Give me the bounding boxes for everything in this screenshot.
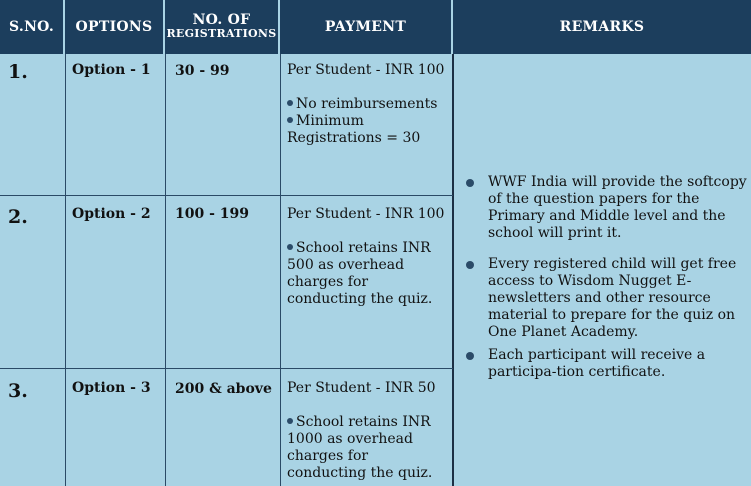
row-3-option: Option - 3 <box>72 380 151 396</box>
remark-item <box>462 347 748 381</box>
row-1-sno: 1. <box>8 61 28 83</box>
remark-text: WWF India will provide the softcopy of the question papers for the Primary and Middle level and the school will print it. <box>488 174 747 241</box>
header-payment: PAYMENT <box>280 0 453 54</box>
column-divider <box>165 54 166 486</box>
row-3-registrations: 200 & above <box>175 381 272 397</box>
header-sno: S.NO. <box>0 0 65 54</box>
row-3-payment <box>287 380 437 482</box>
row-1-payment-bullet: Minimum Registrations = 30 <box>287 113 421 146</box>
bullet-icon <box>466 179 474 187</box>
row-2-sno: 2. <box>8 206 28 228</box>
column-divider <box>452 54 454 486</box>
header-registrations-line2: REGISTRATIONS <box>166 27 277 40</box>
remark-item <box>462 174 748 242</box>
remark-text: Each participant will receive a participa-tion certificate. <box>488 347 706 380</box>
column-divider <box>65 54 66 486</box>
row-3-payment-bullet: School retains INR 1000 as overhead charges for conducting the quiz. <box>287 414 433 481</box>
row-2-payment-head: Per Student - INR 100 <box>287 206 445 222</box>
row-1-option: Option - 1 <box>72 62 151 78</box>
row-divider <box>0 368 453 369</box>
row-1-payment-bullet: No reimbursements <box>287 96 447 113</box>
header-remarks: REMARKS <box>453 0 751 54</box>
row-1-payment-head: Per Student - INR 100 <box>287 62 445 78</box>
bullet-icon <box>287 100 293 106</box>
row-1-registrations: 30 - 99 <box>175 63 230 79</box>
row-3-payment-head: Per Student - INR 50 <box>287 380 436 396</box>
header-options: OPTIONS <box>65 0 165 54</box>
row-2-payment-bullet: School retains INR 500 as overhead charges for conducting the quiz. <box>287 240 433 307</box>
remark-text: Every registered child will get free access to Wisdom Nugget E-newsletters and other resource material to prepare for the quiz on One Planet Academy. <box>488 256 737 340</box>
row-divider <box>0 195 453 196</box>
bullet-icon <box>466 261 474 269</box>
row-1-payment <box>287 62 447 147</box>
bullet-icon <box>287 117 293 123</box>
row-2-option: Option - 2 <box>72 206 151 222</box>
bullet-icon <box>287 418 293 424</box>
bullet-icon <box>466 352 474 360</box>
header-registrations-line1: NO. OF <box>192 12 251 28</box>
bullet-icon <box>287 244 293 250</box>
row-2-registrations: 100 - 199 <box>175 206 250 222</box>
remarks-column <box>462 0 748 486</box>
row-2-payment <box>287 206 447 308</box>
column-divider <box>280 54 281 486</box>
header-registrations <box>165 0 280 54</box>
row-3-sno: 3. <box>8 380 28 402</box>
remark-item <box>462 256 748 341</box>
